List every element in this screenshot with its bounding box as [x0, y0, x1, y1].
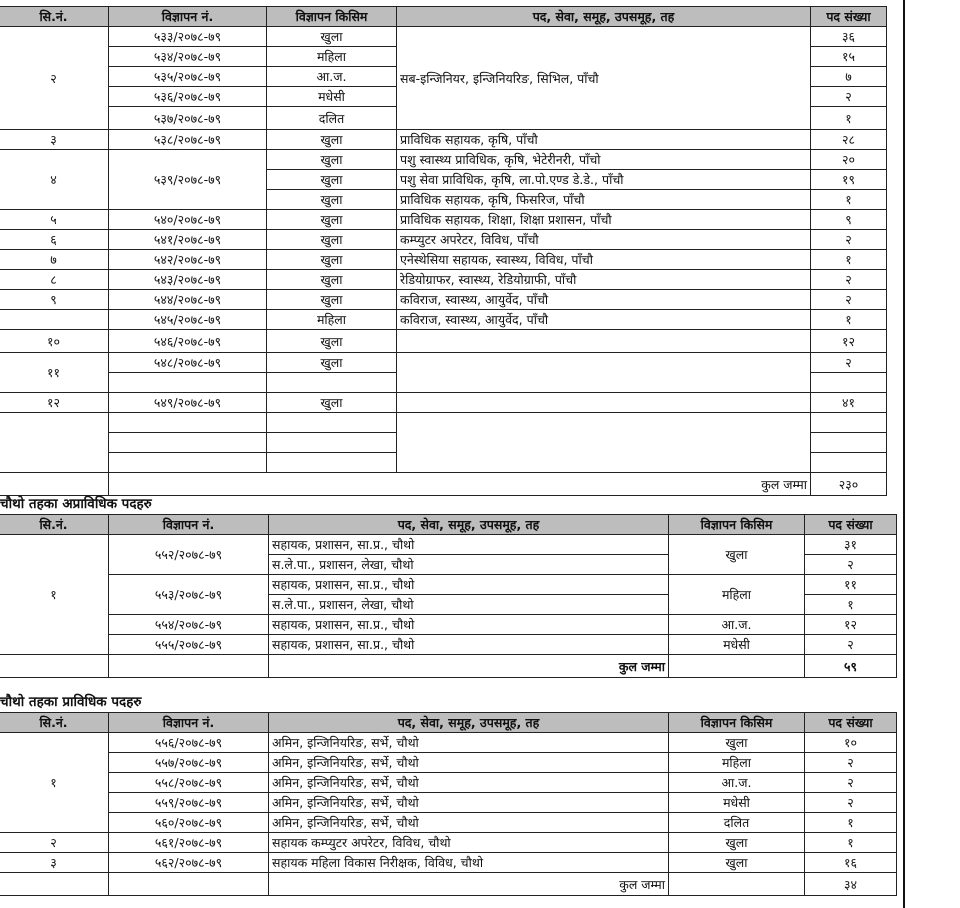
post-count: ११	[805, 575, 897, 595]
col-header-sn: सि.नं.	[0, 515, 109, 535]
ad-number: ५५९/२०७८-७९	[109, 793, 269, 813]
table-fourth-level-technical	[0, 712, 897, 896]
post-name: सहायक, प्रशासन, सा.प्र., चौथो	[269, 615, 669, 635]
total-label: कुल जम्मा	[269, 655, 669, 678]
post-count: १	[811, 190, 887, 210]
col-header-ad-no: विज्ञापन नं.	[109, 7, 267, 27]
table-row	[0, 535, 897, 555]
ad-number: ५३८/२०७८-७९	[109, 130, 267, 150]
ad-number: ५४९/२०७८-७९	[109, 393, 267, 413]
post-count	[811, 413, 887, 433]
table-row	[0, 290, 887, 310]
ad-type	[267, 453, 397, 473]
col-header-count: पद संख्या	[805, 515, 897, 535]
serial-number: ७	[0, 250, 109, 270]
ad-type: मधेसी	[267, 87, 397, 107]
total-row	[0, 473, 887, 496]
ad-number: ५४२/२०७८-७९	[109, 250, 267, 270]
table-row	[0, 393, 887, 413]
col-header-ad-type: विज्ञापन किसिम	[267, 7, 397, 27]
col-header-ad-type: विज्ञापन किसिम	[669, 713, 805, 733]
table-header-row	[0, 713, 897, 733]
ad-number: ५३४/२०७८-७९	[109, 47, 267, 67]
col-header-count: पद संख्या	[805, 713, 897, 733]
post-name: कम्प्युटर अपरेटर, विविध, पाँचौ	[397, 230, 811, 250]
post-name: अमिन, इन्जिनियरिङ, सर्भे, चौथो	[269, 793, 669, 813]
total-empty-cell	[0, 873, 109, 896]
table-row	[0, 353, 887, 373]
ad-number	[109, 413, 267, 433]
serial-number: ६	[0, 230, 109, 250]
ad-type: आ.ज.	[267, 67, 397, 87]
ad-number: ५४१/२०७८-७९	[109, 230, 267, 250]
post-name: पशु सेवा प्राविधिक, कृषि, ला.पो.एण्ड डे.डे., पाँचौ	[397, 170, 811, 190]
post-count: २	[805, 555, 897, 575]
post-count: १	[805, 813, 897, 833]
post-name: सहायक कम्प्युटर अपरेटर, विविध, चौथो	[269, 833, 669, 853]
col-header-post: पद, सेवा, समूह, उपसमूह, तह	[397, 7, 811, 27]
table-row	[0, 635, 897, 655]
post-name: स.ले.पा., प्रशासन, लेखा, चौथो	[269, 555, 669, 575]
post-count	[811, 433, 887, 453]
table-fifth-level-posts	[0, 6, 887, 496]
ad-number: ५४४/२०७८-७९	[109, 290, 267, 310]
post-name: कविराज, स्वास्थ्य, आयुर्वेद, पाँचौ	[397, 290, 811, 310]
serial-number: ५	[0, 210, 109, 230]
ad-number: ५५७/२०७८-७९	[109, 753, 269, 773]
ad-type: खुला	[669, 535, 805, 575]
ad-type: खुला	[267, 27, 397, 47]
post-name: अमिन, इन्जिनियरिङ, सर्भे, चौथो	[269, 733, 669, 753]
col-header-post: पद, सेवा, समूह, उपसमूह, तह	[269, 515, 669, 535]
ad-number	[109, 453, 267, 473]
ad-number: ५६१/२०७८-७९	[109, 833, 269, 853]
table-row	[0, 210, 887, 230]
ad-number: ५३५/२०७८-७९	[109, 67, 267, 87]
table-row	[0, 27, 887, 47]
post-name: सहायक, प्रशासन, सा.प्र., चौथो	[269, 535, 669, 555]
section-title-nontechnical: चौथो तहका अप्राविधिक पदहरु	[0, 496, 152, 512]
total-empty-cell	[0, 473, 109, 496]
table-row	[0, 270, 887, 290]
ad-type: दलित	[267, 107, 397, 130]
post-count: १	[811, 310, 887, 330]
post-count: २	[805, 793, 897, 813]
col-header-ad-no: विज्ञापन नं.	[109, 713, 269, 733]
ad-number: ५३७/२०७८-७९	[109, 107, 267, 130]
post-count: ७	[811, 67, 887, 87]
ad-number: ५३६/२०७८-७९	[109, 87, 267, 107]
total-empty-cell	[669, 873, 805, 896]
table-row	[0, 150, 887, 170]
serial-number: ८	[0, 270, 109, 290]
ad-number: ५४३/२०७८-७९	[109, 270, 267, 290]
total-row	[0, 873, 897, 896]
ad-number: ५३९/२०७८-७९	[109, 150, 267, 210]
post-name: पशु स्वास्थ्य प्राविधिक, कृषि, भेटेरीनरी, पाँचो	[397, 150, 811, 170]
post-count: २	[811, 270, 887, 290]
post-count: १२	[805, 615, 897, 635]
serial-number	[0, 413, 109, 473]
col-header-ad-no: विज्ञापन नं.	[109, 515, 269, 535]
post-count: २	[811, 353, 887, 373]
ad-number: ५४८/२०७८-७९	[109, 353, 267, 373]
ad-type	[267, 373, 397, 393]
post-count: २०	[811, 150, 887, 170]
table-row	[0, 753, 897, 773]
post-count	[811, 453, 887, 473]
col-header-ad-type: विज्ञापन किसिम	[669, 515, 805, 535]
ad-type: मधेसी	[669, 793, 805, 813]
ad-type: महिला	[669, 575, 805, 615]
ad-type: खुला	[267, 210, 397, 230]
table-row	[0, 773, 897, 793]
post-name: अमिन, इन्जिनियरिङ, सर्भे, चौथो	[269, 773, 669, 793]
total-value: ५९	[805, 655, 897, 678]
ad-type: खुला	[267, 170, 397, 190]
post-count: १	[811, 107, 887, 130]
serial-number: २	[0, 833, 109, 853]
ad-type: आ.ज.	[669, 615, 805, 635]
post-count: २	[811, 87, 887, 107]
serial-number: ११	[0, 353, 109, 393]
table-row	[0, 310, 887, 330]
post-count	[811, 373, 887, 393]
table-row	[0, 413, 887, 433]
post-name: सब-इन्जिनियर, इन्जिनियरिङ, सिभिल, पाँचौ	[397, 27, 811, 130]
post-count: २	[811, 230, 887, 250]
post-name: सहायक, प्रशासन, सा.प्र., चौथो	[269, 575, 669, 595]
post-count: ३१	[805, 535, 897, 555]
total-value: ३४	[805, 873, 897, 896]
post-count: १०	[805, 733, 897, 753]
ad-type: खुला	[267, 330, 397, 353]
total-empty-cell	[0, 655, 109, 678]
serial-number: ४	[0, 150, 109, 210]
total-label: कुल जम्मा	[269, 873, 669, 896]
table-row	[0, 615, 897, 635]
total-empty-cell	[109, 655, 269, 678]
serial-number: ९	[0, 290, 109, 310]
serial-number: १२	[0, 393, 109, 413]
table-row	[0, 250, 887, 270]
ad-number: ५५८/२०७८-७९	[109, 773, 269, 793]
ad-type: महिला	[267, 310, 397, 330]
post-count: २	[805, 773, 897, 793]
post-name: प्राविधिक सहायक, शिक्षा, शिक्षा प्रशासन, पाँचौ	[397, 210, 811, 230]
table-row	[0, 853, 897, 873]
post-name: स.ले.पा., प्रशासन, लेखा, चौथो	[269, 595, 669, 615]
ad-number: ५३३/२०७८-७९	[109, 27, 267, 47]
table-row	[0, 833, 897, 853]
post-count: १	[805, 833, 897, 853]
ad-type: खुला	[267, 190, 397, 210]
post-count: ९	[811, 210, 887, 230]
section-title-technical: चौथो तहका प्राविधिक पदहरु	[0, 694, 142, 710]
post-name: अमिन, इन्जिनियरिङ, सर्भे, चौथो	[269, 813, 669, 833]
col-header-sn: सि.नं.	[0, 713, 109, 733]
ad-type: खुला	[267, 290, 397, 310]
ad-number	[109, 373, 267, 393]
ad-number: ५६०/२०७८-७९	[109, 813, 269, 833]
post-name	[397, 393, 811, 413]
table-row	[0, 130, 887, 150]
ad-number: ५५४/२०७८-७९	[109, 615, 269, 635]
ad-type: मधेसी	[669, 635, 805, 655]
ad-type: महिला	[669, 753, 805, 773]
ad-type: महिला	[267, 47, 397, 67]
total-empty-cell	[109, 873, 269, 896]
serial-number: १	[0, 535, 109, 655]
table-row	[0, 813, 897, 833]
table-row	[0, 330, 887, 353]
post-name: रेडियोग्राफर, स्वास्थ्य, रेडियोग्राफी, पाँचौ	[397, 270, 811, 290]
post-count: १९	[811, 170, 887, 190]
post-name: सहायक, प्रशासन, सा.प्र., चौथो	[269, 635, 669, 655]
post-name: एनेस्थेसिया सहायक, स्वास्थ्य, विविध, पाँचौ	[397, 250, 811, 270]
col-header-count: पद संख्या	[811, 7, 887, 27]
total-label: कुल जम्मा	[109, 473, 811, 496]
ad-number: ५६२/२०७८-७९	[109, 853, 269, 873]
post-name: प्राविधिक सहायक, कृषि, फिसरिज, पाँचौ	[397, 190, 811, 210]
ad-type: आ.ज.	[669, 773, 805, 793]
post-name	[397, 330, 811, 353]
right-margin-rule	[903, 0, 905, 908]
table-row	[0, 733, 897, 753]
post-count: १	[805, 595, 897, 615]
ad-type: खुला	[267, 353, 397, 373]
ad-type: खुला	[669, 853, 805, 873]
table-header-row	[0, 7, 887, 27]
ad-type: खुला	[267, 150, 397, 170]
total-row	[0, 655, 897, 678]
serial-number: ३	[0, 130, 109, 150]
ad-number: ५४०/२०७८-७९	[109, 210, 267, 230]
post-count: १६	[805, 853, 897, 873]
ad-type	[267, 413, 397, 433]
post-count: २	[805, 753, 897, 773]
post-count: १	[811, 250, 887, 270]
post-name: कविराज, स्वास्थ्य, आयुर्वेद, पाँचौ	[397, 310, 811, 330]
post-count: ३६	[811, 27, 887, 47]
ad-type: दलित	[669, 813, 805, 833]
ad-type	[267, 433, 397, 453]
serial-number: २	[0, 27, 109, 130]
table-header-row	[0, 515, 897, 535]
ad-type: खुला	[669, 833, 805, 853]
total-value: २३०	[811, 473, 887, 496]
ad-type: खुला	[267, 230, 397, 250]
table-row	[0, 575, 897, 595]
ad-type: खुला	[669, 733, 805, 753]
post-count: १२	[811, 330, 887, 353]
table-fourth-level-nontechnical	[0, 514, 897, 678]
serial-number	[0, 310, 109, 330]
post-count: २	[805, 635, 897, 655]
ad-number: ५४५/२०७८-७९	[109, 310, 267, 330]
post-name	[397, 413, 811, 473]
post-name	[397, 353, 811, 393]
table-row	[0, 793, 897, 813]
post-name: प्राविधिक सहायक, कृषि, पाँचौ	[397, 130, 811, 150]
ad-number: ५५६/२०७८-७९	[109, 733, 269, 753]
serial-number: १०	[0, 330, 109, 353]
post-count: २८	[811, 130, 887, 150]
post-name: सहायक महिला विकास निरीक्षक, विविध, चौथो	[269, 853, 669, 873]
ad-number: ५५३/२०७८-७९	[109, 575, 269, 615]
ad-number: ५५२/२०७८-७९	[109, 535, 269, 575]
ad-type: खुला	[267, 130, 397, 150]
ad-type: खुला	[267, 250, 397, 270]
serial-number: १	[0, 733, 109, 833]
col-header-post: पद, सेवा, समूह, उपसमूह, तह	[269, 713, 669, 733]
ad-number: ५५५/२०७८-७९	[109, 635, 269, 655]
ad-number	[109, 433, 267, 453]
post-name: अमिन, इन्जिनियरिङ, सर्भे, चौथो	[269, 753, 669, 773]
col-header-sn: सि.नं.	[0, 7, 109, 27]
ad-type: खुला	[267, 393, 397, 413]
table-row	[0, 230, 887, 250]
ad-type: खुला	[267, 270, 397, 290]
total-empty-cell	[669, 655, 805, 678]
post-count: १५	[811, 47, 887, 67]
serial-number: ३	[0, 853, 109, 873]
post-count: २	[811, 290, 887, 310]
ad-number: ५४६/२०७८-७९	[109, 330, 267, 353]
post-count: ४१	[811, 393, 887, 413]
